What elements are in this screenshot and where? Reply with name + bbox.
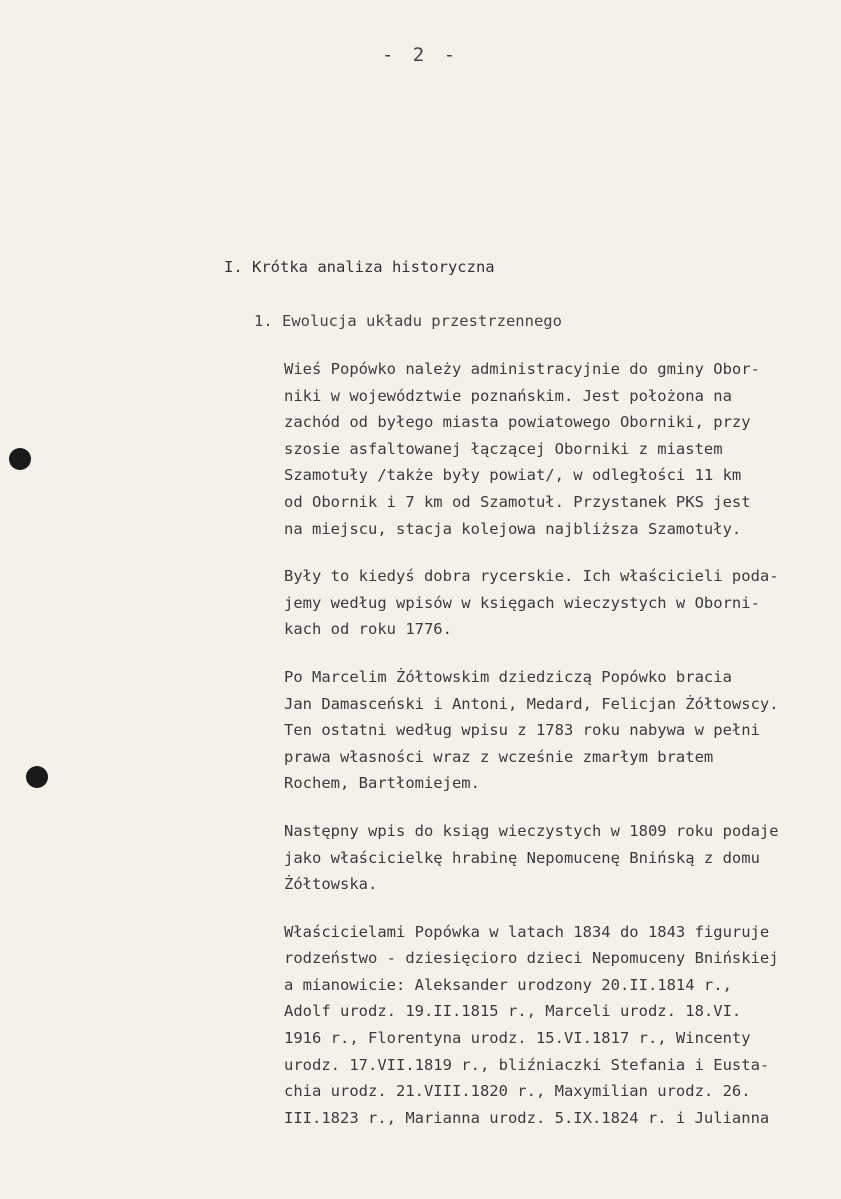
- section-heading: I. Krótka analiza historyczna: [224, 258, 495, 276]
- text-line: szosie asfaltowanej łączącej Oborniki z miastem: [284, 439, 723, 458]
- text-line: jako właścicielkę hrabinę Nepomucenę Bnińską z domu: [284, 848, 760, 867]
- text-line: Właścicielami Popówka w latach 1834 do 1843 figuruje: [284, 922, 770, 941]
- text-line: Jan Damasceński i Antoni, Medard, Felicjan Żółtowscy.: [284, 694, 779, 713]
- text-line: chia urodz. 21.VIII.1820 r., Maxymilian urodz. 26.: [284, 1082, 751, 1101]
- text-line: na miejscu, stacja kolejowa najbliższa Szamotuły.: [284, 519, 742, 538]
- text-line: jemy według wpisów w księgach wieczystych w Oborni-: [284, 593, 760, 612]
- body-text: [284, 356, 824, 1152]
- text-line: prawa własności wraz z wcześnie zmarłym bratem: [284, 747, 714, 766]
- paragraph-estates: [284, 563, 824, 643]
- paragraph-1809: [284, 818, 824, 898]
- text-line: III.1823 r., Marianna urodz. 5.IX.1824 r. i Julianna: [284, 1108, 770, 1127]
- text-line: a mianowicie: Aleksander urodzony 20.II.1814 r.,: [284, 975, 732, 994]
- text-line: Adolf urodz. 19.II.1815 r., Marceli urodz. 18.VI.: [284, 1002, 742, 1021]
- text-line: 1916 r., Florentyna urodz. 15.VI.1817 r., Wincenty: [284, 1029, 751, 1048]
- text-line: Rochem, Bartłomiejem.: [284, 774, 480, 793]
- text-line: Ten ostatni według wpisu z 1783 roku nabywa w pełni: [284, 721, 760, 740]
- paragraph-zoltowski: [284, 664, 824, 797]
- text-line: Wieś Popówko należy administracyjnie do gminy Obor-: [284, 360, 760, 378]
- text-line: kach od roku 1776.: [284, 620, 452, 639]
- text-line: Były to kiedyś dobra rycerskie. Ich właścicieli poda-: [284, 567, 779, 586]
- punch-hole-mark: [26, 766, 48, 788]
- text-line: od Obornik i 7 km od Szamotuł. Przystanek PKS jest: [284, 492, 751, 511]
- punch-hole-mark: [9, 448, 31, 470]
- text-line: Żółtowska.: [284, 875, 378, 894]
- paragraph-location: [284, 356, 824, 542]
- text-line: urodz. 17.VII.1819 r., bliźniaczki Stefania i Eusta-: [284, 1055, 770, 1074]
- text-line: niki w województwie poznańskim. Jest położona na: [284, 386, 732, 405]
- paragraph-siblings: [284, 919, 824, 1132]
- text-line: zachód od byłego miasta powiatowego Oborniki, przy: [284, 413, 751, 432]
- text-line: Szamotuły /także były powiat/, w odległości 11 km: [284, 466, 742, 485]
- text-line: Po Marcelim Żółtowskim dziedziczą Popówko bracia: [284, 667, 732, 686]
- subsection-heading: 1. Ewolucja układu przestrzennego: [254, 312, 562, 330]
- text-line: rodzeństwo - dziesięcioro dzieci Nepomuceny Bnińskiej: [284, 949, 779, 968]
- text-line: Następny wpis do ksiąg wieczystych w 1809 roku podaje: [284, 821, 779, 840]
- page-number: - 2 -: [381, 44, 460, 66]
